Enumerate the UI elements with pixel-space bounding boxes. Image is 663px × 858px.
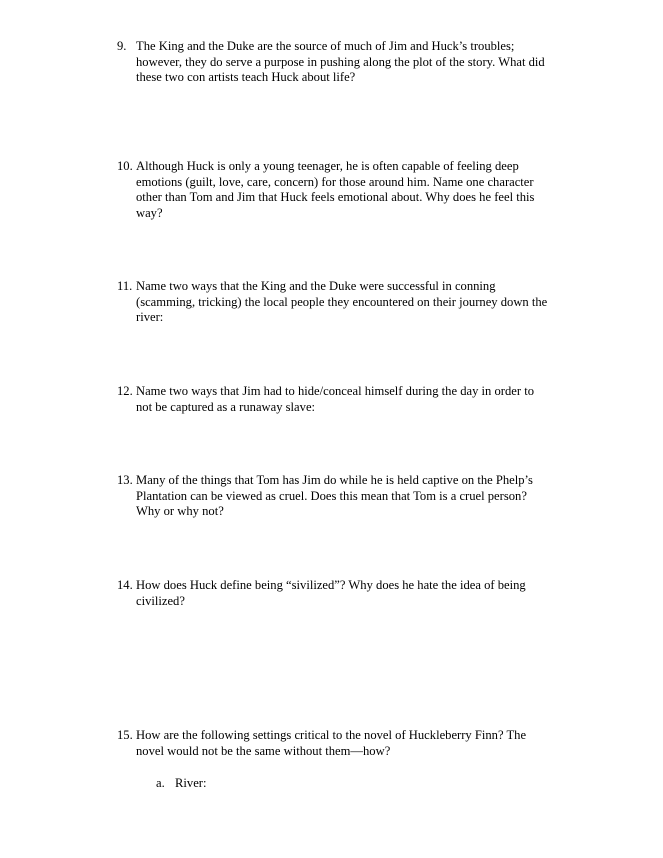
- question-number: 15.: [117, 728, 133, 742]
- question-text: Although Huck is only a young teenager, he is often capable of feeling deep emotions (guilt, love, care, concern) for those around him. Name one character other than Tom and Jim that Huck feels emotional about. Why does he feel this way?: [136, 159, 535, 220]
- question-10: [117, 159, 567, 221]
- question-12: [117, 384, 567, 415]
- question-14: [117, 578, 567, 609]
- question-13: [117, 473, 567, 520]
- subitem-river: [156, 776, 556, 792]
- question-15: [117, 728, 567, 759]
- question-number: 13.: [117, 473, 133, 487]
- question-text: Many of the things that Tom has Jim do while he is held captive on the Phelp’s Plantation can be viewed as cruel. Does this mean that Tom is a cruel person? Why or why not?: [136, 473, 533, 519]
- subitem-label: a.: [156, 776, 165, 790]
- question-number: 11.: [117, 279, 133, 293]
- question-text: How are the following settings critical to the novel of Huckleberry Finn? The novel would not be the same without them—how?: [136, 728, 527, 758]
- question-number: 10.: [117, 159, 133, 173]
- subitem-text: River:: [175, 776, 207, 790]
- question-number: 12.: [117, 384, 133, 398]
- question-number: 14.: [117, 578, 133, 592]
- question-text: How does Huck define being “sivilized”? Why does he hate the idea of being civilized?: [136, 578, 526, 608]
- question-text: Name two ways that Jim had to hide/conceal himself during the day in order to not be captured as a runaway slave:: [136, 384, 535, 414]
- question-text: The King and the Duke are the source of much of Jim and Huck’s troubles; however, they do serve a purpose in pushing along the plot of the story. What did these two con artists teach Huck about life?: [136, 39, 545, 85]
- question-number: 9.: [117, 39, 127, 53]
- question-text: Name two ways that the King and the Duke were successful in conning (scamming, tricking) the local people they encountered on their journey down the river:: [136, 279, 548, 325]
- question-9: [117, 39, 567, 86]
- question-11: [117, 279, 567, 326]
